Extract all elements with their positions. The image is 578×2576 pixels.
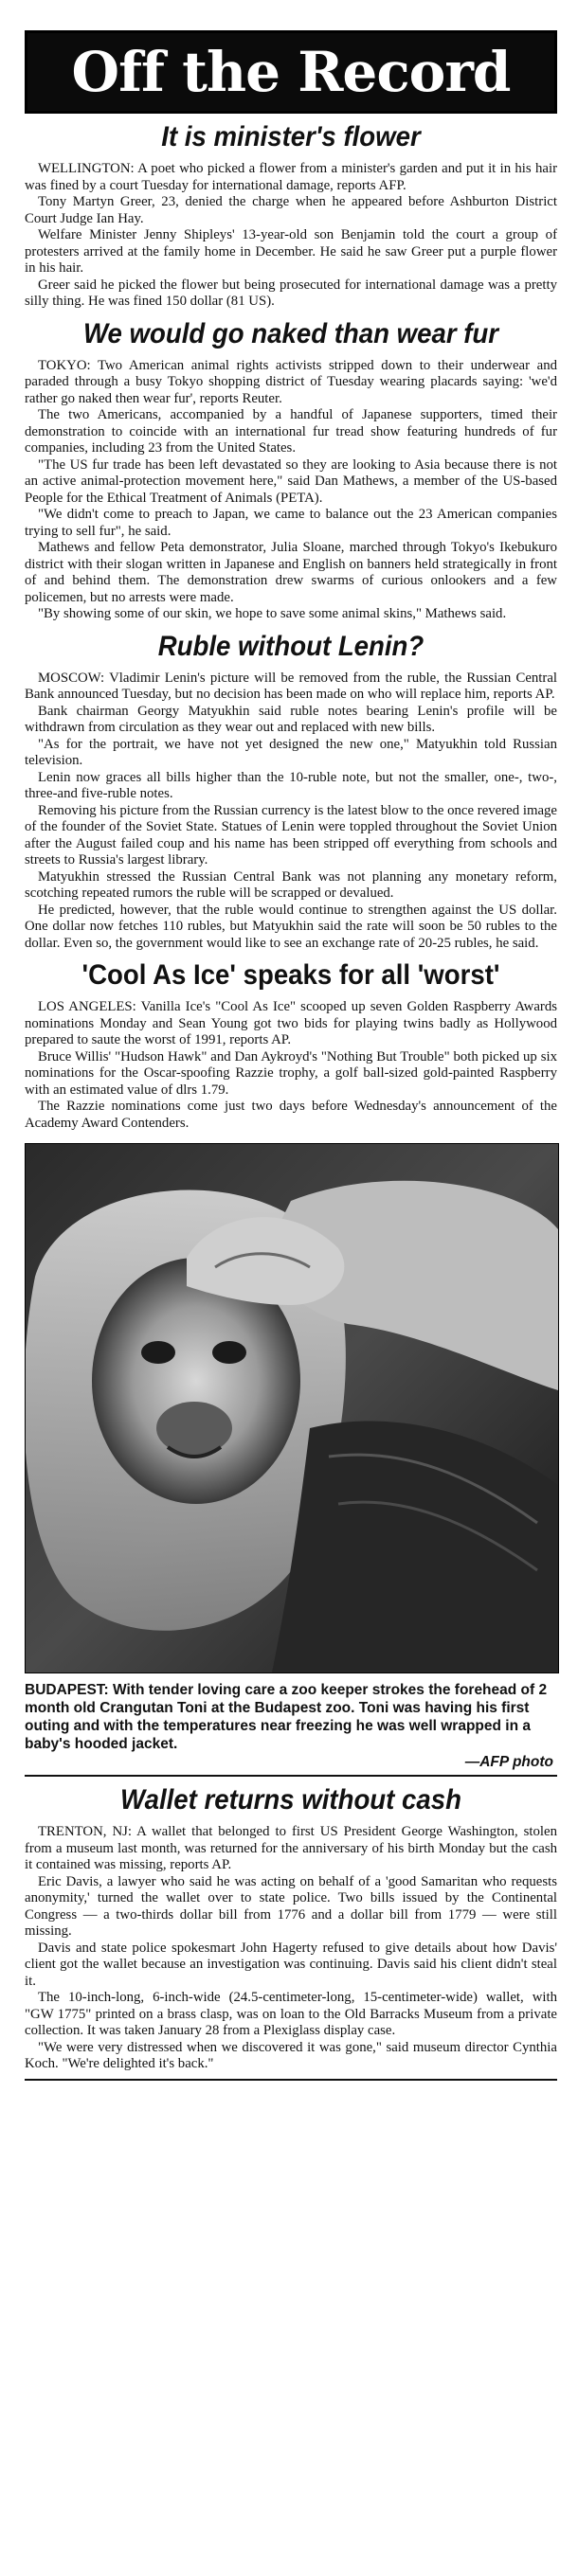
paragraph: TOKYO: Two American animal rights activists stripped down to their underwear and paraded through a busy Tokyo shopping district of Tuesday wearing placards saying: 'we'd rather go naked then wear fur', reports Reuter. [25, 357, 557, 406]
paragraph: The two Americans, accompanied by a handful of Japanese supporters, timed their demonstration to coincide with an international fur tread show featuring hundreds of fur companies, including 23 from the United States. [25, 407, 557, 456]
paragraph: Tony Martyn Greer, 23, denied the charge when he appeared before Ashburton District Court Judge Ian Hay. [25, 194, 557, 226]
photo-caption-text: BUDAPEST: With tender loving care a zoo keeper strokes the forehead of 2 month old Crangutan Toni at the Budapest zoo. Toni was having his first outing and with the temperatures near freezing he was well wrapped in a baby's hooded jacket. [25, 1682, 548, 1752]
section-divider [25, 1775, 557, 1777]
headline: 'Cool As Ice' speaks for all 'worst' [81, 959, 500, 991]
paragraph: "We were very distressed when we discovered it was gone," said museum director Cynthia Koch. "We're delighted it's back." [25, 2039, 557, 2071]
paragraph: "We didn't come to preach to Japan, we came to balance out the 23 American companies trying to sell fur", he said. [25, 507, 557, 539]
paragraph: Lenin now graces all bills higher than the 10-ruble note, but not the smaller, one-, two-, three-and five-ruble notes. [25, 769, 557, 801]
paragraph: "By showing some of our skin, we hope to save some animal skins," Mathews said. [38, 606, 507, 621]
masthead: Off the Record [25, 30, 557, 114]
story-naked-fur [25, 318, 557, 623]
headline: Wallet returns without cash [120, 1784, 461, 1816]
story-minister-flower [25, 121, 557, 311]
paragraph: Greer said he picked the flower but being prosecuted for international damage was a pretty silly thing. He was fined 150 dollar (81 US). [25, 277, 557, 309]
orangutan-photo [25, 1143, 559, 1673]
paragraph: The Razzie nominations come just two days before Wednesday's announcement of the Academy Award Contenders. [25, 1099, 557, 1131]
paragraph: "As for the portrait, we have not yet designed the new one," Matyukhin told Russian television. [25, 736, 557, 768]
orangutan-photo-image [26, 1144, 558, 1673]
paragraph: Welfare Minister Jenny Shipleys' 13-year-old son Benjamin told the court a group of protesters arrived at the family home in December. He said he saw Greer put a purple flower in his hair. [25, 227, 557, 276]
bottom-divider [25, 2079, 557, 2081]
photo-caption [25, 1681, 557, 1771]
paragraph: "The US fur trade has been left devastated so they are looking to Asia because there is not an active animal-protection movement here," said Dan Mathews, a member of the US-based People for the Ethical Treatment of Animals (PETA). [25, 456, 557, 506]
newspaper-page [25, 30, 557, 2081]
paragraph: He predicted, however, that the ruble would continue to strengthen against the US dollar. One dollar now fetches 110 rubles, but Matyukhin said the rate will soon be 50 rubles to the dollar. Even so, the government would like to see an exchange rate of 20-25 rubles, he said. [25, 902, 557, 951]
paragraph: Removing his picture from the Russian currency is the latest blow to the once revered image of the founder of the Soviet State. Statues of Lenin were toppled throughout the Soviet Union after the August failed coup and his name has been stripped off everything from schools and streets to Russia's largest library. [25, 802, 557, 868]
paragraph: Davis and state police spokesmart John Hagerty refused to give details about how Davis' client got the wallet because an investigation was continuing. Davis said his client didn't steal it. [25, 1940, 557, 1989]
paragraph: The 10-inch-long, 6-inch-wide (24.5-centimeter-long, 15-centimeter-wide) wallet, with "GW 1775" printed on a brass clasp, was on loan to the Old Barracks Museum from a private collection. It was taken January 28 from a Plexiglass display case. [25, 1990, 557, 2038]
paragraph: WELLINGTON: A poet who picked a flower from a minister's garden and put it in his hair was fined by a court Tuesday for international damage, reports AFP. [25, 161, 557, 193]
paragraph: Bruce Willis' "Hudson Hawk" and Dan Aykroyd's "Nothing But Trouble" both picked up six nominations for the Oscar-spoofing Razzie trophy, a golf ball-sized gold-painted Raspberry with an estimated value of dlrs 1.79. [25, 1048, 557, 1098]
story-wallet [25, 1784, 557, 2073]
headline: It is minister's flower [161, 121, 421, 152]
paragraph: Matyukhin stressed the Russian Central Bank was not planning any monetary reform, scotching repeated rumors the ruble will be scrapped or devalued. [25, 868, 557, 901]
paragraph: Eric Davis, a lawyer who said he was acting on behalf of a 'good Samaritan who requests anonymity,' turned the wallet over to state police. Two bills issued by the Continental Congress — a two-thirds dollar bill from 1776 and a dollar bill from 1779 — were still missing. [25, 1873, 557, 1939]
paragraph: Mathews and fellow Peta demonstrator, Julia Sloane, marched through Tokyo's Ikebukuro district with their slogan written in Japanese and English on banners held strategically in front of and behind them. The demonstration drew swarms of curious onlookers and a few policemen, but no arrests were made. [25, 540, 557, 605]
story-ruble-lenin [25, 631, 557, 953]
paragraph: Bank chairman Georgy Matyukhin said ruble notes bearing Lenin's profile will be withdrawn from circulation as they wear out and replaced with new bills. [25, 703, 557, 735]
headline: Ruble without Lenin? [157, 630, 424, 662]
paragraph: MOSCOW: Vladimir Lenin's picture will be removed from the ruble, the Russian Central Bank announced Tuesday, but no decision has been made on who will replace him, reports AP. [25, 670, 557, 702]
story-cool-as-ice [25, 959, 557, 1132]
paragraph: TRENTON, NJ: A wallet that belonged to first US President George Washington, stolen from a museum last month, was returned for the anniversary of his birth Monday but the cash it contained was missing, reports AP. [25, 1824, 557, 1872]
paragraph: LOS ANGELES: Vanilla Ice's "Cool As Ice" scooped up seven Golden Raspberry Awards nominations Monday and Sean Young got two bids for playing twins badly as Hollywood prepared to saute the worst of 1991, reports AP. [25, 999, 557, 1047]
headline: We would go naked than wear fur [82, 317, 499, 349]
photo-credit: —AFP photo [464, 1754, 553, 1770]
